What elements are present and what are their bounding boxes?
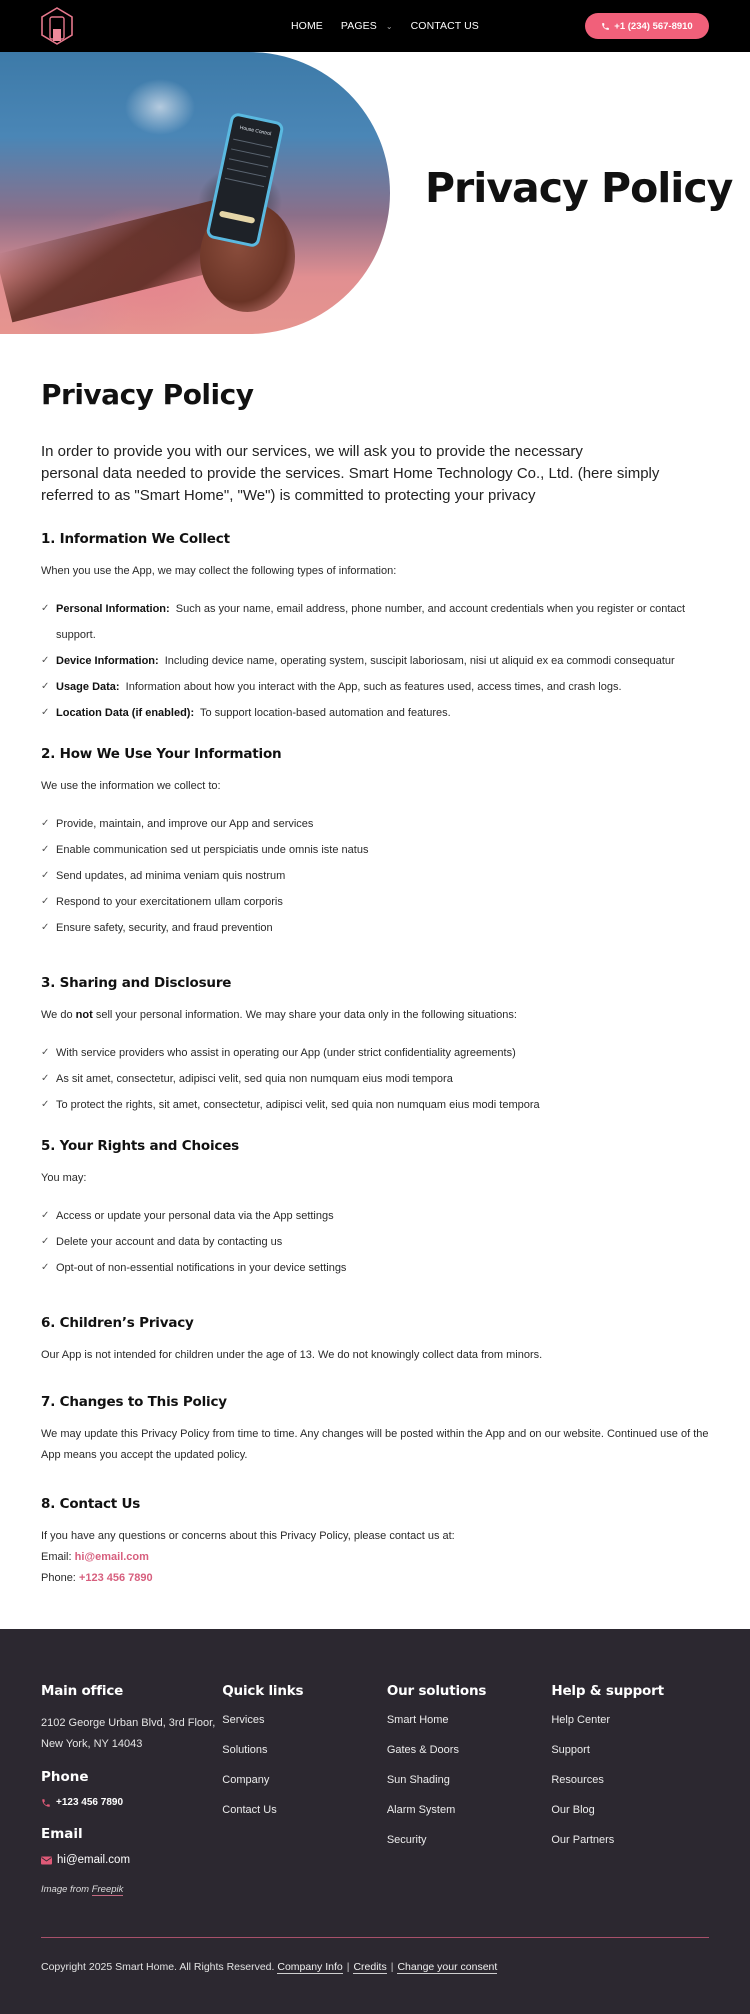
footer-link-resources[interactable]: Resources xyxy=(551,1774,604,1786)
footer-divider xyxy=(41,1937,709,1938)
site-header xyxy=(0,0,750,52)
footer-email-address: hi@email.com xyxy=(57,1854,131,1866)
section-title: 2. How We Use Your Information xyxy=(41,746,282,762)
email-label: Email: xyxy=(41,1551,72,1563)
house-phone-logo-icon[interactable] xyxy=(40,7,74,45)
collect-list xyxy=(41,596,709,726)
hero-banner xyxy=(0,52,750,334)
intro-paragraph xyxy=(41,441,709,507)
envelope-icon xyxy=(41,1856,52,1865)
section-lead: We use the information we collect to: xyxy=(41,780,221,792)
footer-columns xyxy=(41,1683,709,1895)
check-icon: ✓ xyxy=(41,844,50,855)
section-title: 7. Changes to This Policy xyxy=(41,1394,227,1410)
office-address: 2102 George Urban Blvd, 3rd Floor, New York, NY 14043 xyxy=(41,1717,216,1750)
footer-link-alarm-system[interactable]: Alarm System xyxy=(386,1804,456,1816)
check-icon: ✓ xyxy=(41,1262,50,1273)
list-item xyxy=(41,1040,709,1066)
section-how-we-use xyxy=(41,746,709,941)
section-rights-choices xyxy=(41,1138,709,1281)
item-text: Including device name, operating system, suscipit laboriosam, nisi ut aliquid ex ea commodi consequatur xyxy=(164,655,675,667)
item-text: To protect the rights, sit amet, consectetur, adipisci velit, sed quia non numquam eius modi tempora xyxy=(56,1099,540,1111)
company-info-link[interactable]: Company Info xyxy=(277,1961,343,1973)
freepik-link[interactable]: Freepik xyxy=(91,1884,124,1895)
nav-home[interactable] xyxy=(291,20,323,32)
item-label: Usage Data: xyxy=(56,681,120,693)
call-button[interactable] xyxy=(585,13,709,39)
site-footer xyxy=(0,1629,750,2014)
phone-screen-row xyxy=(227,168,266,177)
section-lead: If you have any questions or concerns about this Privacy Policy, please contact us at: xyxy=(41,1530,455,1542)
use-list xyxy=(41,811,709,941)
footer-heading: Main office xyxy=(41,1683,124,1699)
check-icon: ✓ xyxy=(41,1099,50,1110)
section-contact-us xyxy=(41,1496,709,1589)
item-text: Such as your name, email address, phone number, and account credentials when you register or contact support. xyxy=(56,603,686,641)
lead-text: sell your personal information. We may share your data only in the following situations: xyxy=(92,1009,517,1021)
list-item xyxy=(41,596,709,648)
footer-help-support xyxy=(551,1683,709,1895)
check-icon: ✓ xyxy=(41,655,50,666)
list-item xyxy=(41,648,709,674)
item-text: Provide, maintain, and improve our App and services xyxy=(56,818,314,830)
section-lead: When you use the App, we may collect the following types of information: xyxy=(41,565,397,577)
check-icon: ✓ xyxy=(41,707,50,718)
lead-text: We do xyxy=(41,1009,76,1021)
footer-main-office xyxy=(41,1683,222,1895)
check-icon: ✓ xyxy=(41,870,50,881)
item-text: Delete your account and data by contacting us xyxy=(56,1236,283,1248)
lead-emphasis: not xyxy=(75,1009,93,1021)
footer-phone-number: +123 456 7890 xyxy=(56,1797,124,1808)
nav-pages-label: PAGES xyxy=(340,20,377,32)
footer-heading: Quick links xyxy=(222,1683,304,1699)
phone-link[interactable]: +123 456 7890 xyxy=(78,1572,153,1584)
footer-phone[interactable] xyxy=(41,1797,222,1808)
link-separator: | xyxy=(390,1961,394,1973)
hero-image xyxy=(0,52,390,334)
list-item xyxy=(41,837,709,863)
nav-home-label: HOME xyxy=(291,20,323,32)
section-title: 1. Information We Collect xyxy=(41,531,230,547)
solutions-list xyxy=(387,1713,552,1847)
section-text: Our App is not intended for children under the age of 13. We do not knowingly collect data from minors. xyxy=(41,1349,543,1361)
footer-quick-links xyxy=(222,1683,387,1895)
footer-bottom-bar xyxy=(41,1961,497,1973)
section-information-we-collect xyxy=(41,531,709,726)
footer-link-our-blog[interactable]: Our Blog xyxy=(551,1804,595,1816)
footer-link-smart-home[interactable]: Smart Home xyxy=(386,1714,449,1726)
footer-link-company[interactable]: Company xyxy=(222,1774,270,1786)
footer-link-help-center[interactable]: Help Center xyxy=(551,1714,611,1726)
check-icon: ✓ xyxy=(41,922,50,933)
call-button-label: +1 (234) 567-8910 xyxy=(614,20,693,32)
section-title: 6. Children’s Privacy xyxy=(41,1315,194,1331)
item-label: Personal Information: xyxy=(56,603,170,615)
phone-label: Phone: xyxy=(41,1572,76,1584)
footer-heading: Our solutions xyxy=(386,1683,487,1699)
item-text: Information about how you interact with the App, such as features used, access times, and crash logs. xyxy=(125,681,622,693)
quick-links-list xyxy=(222,1713,387,1817)
footer-heading: Help & support xyxy=(551,1683,664,1699)
phone-screen-slider xyxy=(219,210,255,223)
policy-content xyxy=(0,334,750,1629)
item-text: As sit amet, consectetur, adipisci velit, sed quia non numquam eius modi tempora xyxy=(56,1073,453,1085)
list-item xyxy=(41,1255,709,1281)
credit-text: Image from xyxy=(41,1884,92,1895)
list-item xyxy=(41,863,709,889)
phone-screen-title: House Control xyxy=(239,124,272,138)
section-title: 5. Your Rights and Choices xyxy=(41,1138,239,1154)
phone-icon xyxy=(41,1798,51,1808)
link-separator: | xyxy=(346,1961,350,1973)
list-item xyxy=(41,811,709,837)
footer-link-contact-us[interactable]: Contact Us xyxy=(222,1804,277,1816)
footer-link-gates-doors[interactable]: Gates & Doors xyxy=(386,1744,459,1756)
contact-phone-line xyxy=(41,1568,709,1589)
rights-list xyxy=(41,1203,709,1281)
section-lead xyxy=(41,1005,709,1026)
change-consent-link[interactable]: Change your consent xyxy=(397,1961,498,1973)
phone-screen-row xyxy=(231,148,270,157)
chevron-down-icon: ⌄ xyxy=(385,21,393,31)
footer-link-support[interactable]: Support xyxy=(551,1744,590,1756)
sharing-list xyxy=(41,1040,709,1118)
item-text: Opt-out of non-essential notifications in your device settings xyxy=(56,1262,347,1274)
list-item xyxy=(41,915,709,941)
section-childrens-privacy xyxy=(41,1315,709,1366)
footer-link-sun-shading[interactable]: Sun Shading xyxy=(386,1774,450,1786)
nav-contact-label: CONTACT US xyxy=(410,20,479,32)
intro-line-2: personal data needed to provide the services. Smart Home Technology Co., Ltd. (here simply referred to as "Smart Home", "We") is committed to protecting your privacy xyxy=(41,465,660,504)
contact-email-line xyxy=(41,1547,709,1568)
check-icon: ✓ xyxy=(41,1073,50,1084)
phone-screen-row xyxy=(233,139,272,148)
footer-our-solutions xyxy=(387,1683,552,1895)
item-text: Access or update your personal data via the App settings xyxy=(56,1210,334,1222)
phone-screen-row xyxy=(225,178,264,187)
footer-link-solutions[interactable]: Solutions xyxy=(222,1744,268,1756)
item-text: Ensure safety, security, and fraud prevention xyxy=(56,922,273,934)
footer-email[interactable] xyxy=(41,1854,222,1866)
check-icon: ✓ xyxy=(41,681,50,692)
item-label: Location Data (if enabled): xyxy=(56,707,195,719)
help-list xyxy=(551,1713,709,1847)
footer-link-our-partners[interactable]: Our Partners xyxy=(551,1834,615,1846)
list-item xyxy=(41,1092,709,1118)
intro-line-1: In order to provide you with our services, we will ask you to provide the necessary xyxy=(41,443,583,460)
footer-subheading: Email xyxy=(41,1826,83,1842)
section-title: 3. Sharing and Disclosure xyxy=(41,975,232,991)
footer-subheading: Phone xyxy=(41,1769,89,1785)
item-label: Device Information: xyxy=(56,655,159,667)
item-text: Respond to your exercitationem ullam corporis xyxy=(56,896,283,908)
item-text: With service providers who assist in operating our App (under strict confidentiality agreements) xyxy=(56,1047,516,1059)
section-title: 8. Contact Us xyxy=(41,1496,141,1512)
list-item xyxy=(41,1229,709,1255)
check-icon: ✓ xyxy=(41,1047,50,1058)
phone-icon xyxy=(601,22,610,31)
list-item xyxy=(41,889,709,915)
email-link[interactable]: hi@email.com xyxy=(74,1551,149,1563)
credits-link[interactable]: Credits xyxy=(353,1961,387,1973)
check-icon: ✓ xyxy=(41,896,50,907)
check-icon: ✓ xyxy=(41,1236,50,1247)
footer-link-security[interactable]: Security xyxy=(386,1834,427,1846)
phone-screen-row xyxy=(229,158,268,167)
check-icon: ✓ xyxy=(41,818,50,829)
section-text: We may update this Privacy Policy from time to time. Any changes will be posted within the App and on our website. Continued use of the App means you accept the updated policy. xyxy=(41,1428,709,1461)
item-text: To support location-based automation and features. xyxy=(199,707,451,719)
hero-title: Privacy Policy xyxy=(425,164,733,212)
main-nav xyxy=(291,0,497,52)
copyright-text: Copyright 2025 Smart Home. All Rights Reserved. xyxy=(41,1961,275,1973)
section-changes-policy xyxy=(41,1394,709,1466)
image-credit xyxy=(41,1884,222,1895)
item-text: Send updates, ad minima veniam quis nostrum xyxy=(56,870,286,882)
nav-contact-us[interactable] xyxy=(411,20,479,32)
list-item xyxy=(41,700,709,726)
page-title: Privacy Policy xyxy=(41,378,254,411)
check-icon: ✓ xyxy=(41,1210,50,1221)
section-sharing-disclosure xyxy=(41,975,709,1118)
item-text: Enable communication sed ut perspiciatis unde omnis iste natus xyxy=(56,844,369,856)
list-item xyxy=(41,1066,709,1092)
footer-link-services[interactable]: Services xyxy=(222,1714,265,1726)
list-item xyxy=(41,674,709,700)
section-lead: You may: xyxy=(41,1172,87,1184)
check-icon: ✓ xyxy=(41,603,50,614)
nav-pages[interactable] xyxy=(341,20,393,32)
list-item xyxy=(41,1203,709,1229)
